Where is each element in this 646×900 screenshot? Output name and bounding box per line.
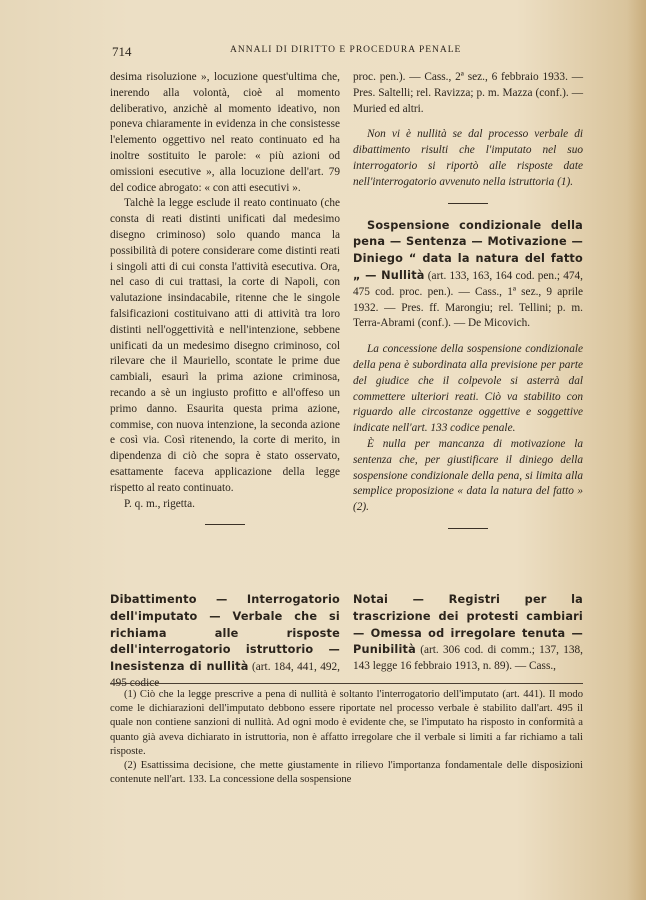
right-bottom-case (353, 592, 583, 675)
running-title: ANNALI DI DIRITTO E PROCEDURA PENALE (230, 45, 462, 55)
case2-heading: Sospensione condizionale della pena — Sentenza — Motivazione — Diniego “ data la natura del fatto „ — Nullità (353, 218, 583, 282)
case4-heading: Notai — Registri per la trascrizione dei protesti cambiari — Omessa od irregolare tenuta — Punibilità (353, 593, 583, 657)
left-paragraph-1: desima risoluzione », locuzione quest'ultima che, inerendo alla volontà, cioè al momento deliberativo, anzichè al momento ideativo, non poneva chiaramente in evidenza in che consistesse l'elemento oggettivo nel reato continuato ed ha inoltre sostituito le parole: « più azioni od omissioni esecutive », alla locuzione dell'art. 79 del codice abrogato: « con atti esecutivi ». (110, 71, 340, 194)
right-column (353, 70, 583, 541)
case2-maxim-a: La concessione della sospensione condizionale della pena è subordinata alla previsione per parte del giudice che il colpevole si asterrà dal commettere ulteriori reati. Ciò va stabilito con riguardo alle circostanze oggettive e soggettive indicate nell'art. 133 codice penale. (353, 343, 583, 435)
footnotes (110, 683, 583, 787)
case2-citation: (art. 133, 163, 164 cod. pen.; 474, 475 cod. proc. pen.). — Cass., 1ª sez., 9 aprile 1932. — Pres. ff. Marongiu; rel. Tellini; p. m. Terra-Abrami (conf.). — De Micovich. (353, 269, 583, 330)
case1-citation: proc. pen.). — Cass., 2ª sez., 6 febbraio 1933. — Pres. Saltelli; rel. Ravizza; p. m. Mazza (conf.). — Muried ed altri. (353, 71, 583, 115)
case4-citation: (art. 306 cod. di comm.; 137, 138, 143 legge 16 febbraio 1913, n. 89). — Cass., (353, 644, 583, 673)
left-column (110, 70, 340, 537)
left-bottom-case (110, 592, 340, 692)
left-paragraph-2: Talchè la legge esclude il reato continuato (che consta di reati distinti unificati dal medesimo disegno criminoso) solo quando manca la possibilità di potere considerare come distinti reati i singoli atti di cui consta l'attività esecutiva. Ora, nel caso di cui trattasi, la corte di Napoli, con valutazione insindacabile, ritenne che le singole falsificazioni costituivano atti di attività tra loro distinti nell'oggettività e nell'intenzione, sebbene unificati da un medesimo disegno criminoso, col rilevare che il Mauriello, scontate le prime due cambiali, esaurì la prima azione criminosa, recando a sè un ingiusto profitto e all'offeso un primo danno. Esaurita questa prima azione, commise, con nuova intenzione, la seconda azione e così via. Così ritenendo, la corte di merito, in dipendenza di ciò che sopra è stato osservato, esattamente faceva applicazione della legge rispetto al reato continuato. (110, 197, 340, 494)
page-number: 714 (112, 44, 132, 59)
section-divider (205, 524, 245, 525)
case3-heading: Dibattimento — Interrogatorio dell'imputato — Verbale che si richiama alle risposte dell'interrogatorio istruttorio — Inesistenza di nullità (110, 593, 340, 674)
footnote-1: (1) Ciò che la legge prescrive a pena di nullità è soltanto l'interrogatorio dell'imputato (art. 441). Il modo come le dichiarazioni dell'imputato debbono essere riportate nel processo verbale è stabilito dall'art. 495 il quale non contiene sanzioni di nullità. Ad ogni modo è evidente che, se l'imputato ha risposto in conformità a quanto già aveva dichiarato in istruttoria, non è affatto irregolare che il verbale si limiti a far richiamo a tali risposte. (110, 689, 583, 757)
case3-citation: (art. 184, 441, 492, 495 codice (110, 661, 340, 689)
footnote-2: (2) Esattissima decisione, che mette giustamente in rilievo l'importanza fondamentale delle disposizioni contenute nell'art. 133. La concessione della sospensione (110, 760, 583, 786)
section-divider (448, 528, 488, 529)
section-divider (448, 203, 488, 204)
left-paragraph-3: P. q. m., rigetta. (124, 497, 195, 510)
case2-maxim-b: È nulla per mancanza di motivazione la sentenza che, per giustificare il diniego della sospensione condizionale della pena, si limita alla semplice proposizione « data la natura del fatto » (2). (353, 437, 583, 514)
case1-maxim: Non vi è nullità se dal processo verbale di dibattimento risulti che l'imputato nel suo interrogatorio si riportò alle risposte date nell'interrogatorio avvenuto nella istruttoria (1). (353, 128, 583, 188)
